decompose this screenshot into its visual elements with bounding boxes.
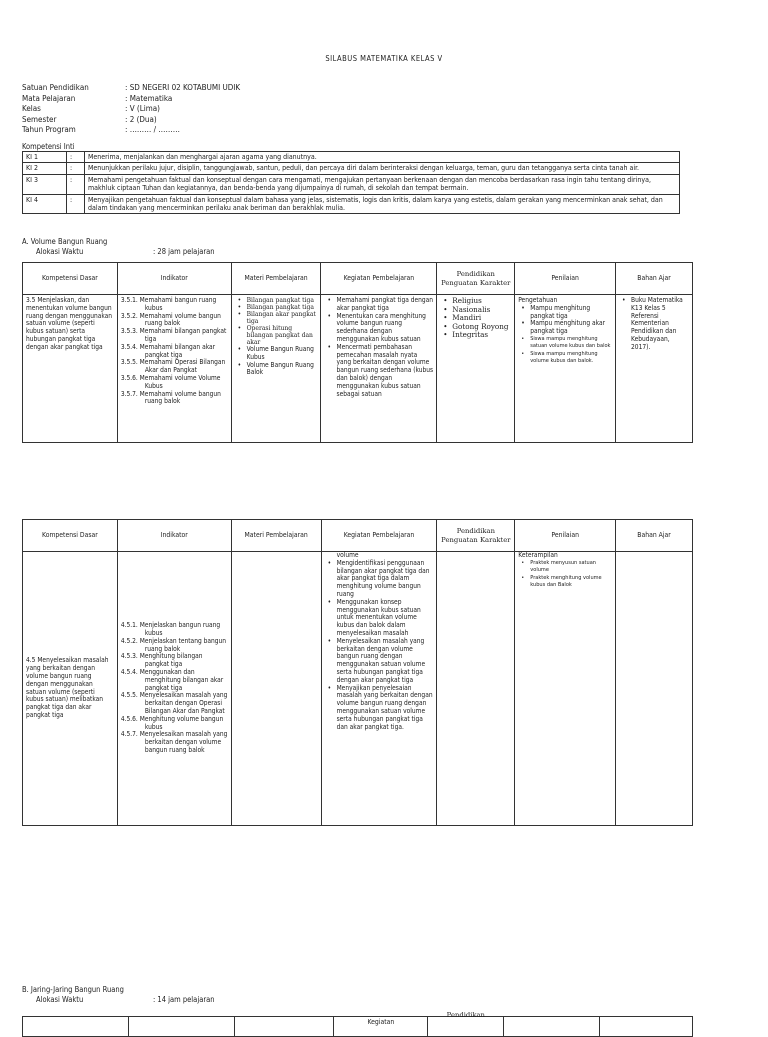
indikator-cell xyxy=(117,552,231,826)
indikator-item: 3.5.6. Memahami volume Volume Kubus xyxy=(120,373,221,390)
materi-item: • Volume Bangun Ruang Kubus xyxy=(247,346,318,362)
header-kd: Kompetensi Dasar xyxy=(23,520,118,552)
section-b-heading xyxy=(22,985,215,1004)
materi-cell xyxy=(231,552,321,826)
header-ppk: Pendidikan Penguatan Karakter xyxy=(437,263,515,295)
kegiatan-cell xyxy=(321,295,437,443)
ppk-item: • Religius xyxy=(452,297,511,306)
info-row xyxy=(22,104,240,115)
kegiatan-item: • Menyajikan penyelesaian masalah yang berkaitan dengan volume bangun ruang dengan menggunakan satuan volume serta hubungan pangkat tiga dan akar pangkat tiga. xyxy=(337,685,434,732)
ppk-cell xyxy=(437,295,515,443)
kegiatan-item: • Mencermati pembahasan pemecahan masalah nyata yang berkaitan dengan volume bangun ruang sederhana (kubus dan balok) dengan menggunakan kubus satuan sebagai satuan xyxy=(336,344,433,399)
penilaian-item: • Praktek menyusun satuan volume xyxy=(530,560,612,575)
ki-code: KI 3 xyxy=(23,174,67,194)
kegiatan-item: • Menyelesaikan masalah yang berkaitan dengan volume bangun ruang dengan menggunakan satuan volume serta hubungan pangkat tiga dengan akar pangkat tiga xyxy=(337,638,434,685)
ki-text: Menunjukkan perilaku jujur, disiplin, tanggungjawab, santun, peduli, dan percaya diri dalam berinteraksi dengan keluarga, teman, guru dan tetangganya serta cinta tanah air. xyxy=(85,163,680,174)
info-label: Mata Pelajaran xyxy=(22,93,76,103)
section-a-heading xyxy=(22,237,215,256)
indikator-item: 4.5.6. Menghitung volume bangun kubus xyxy=(120,714,224,731)
kd-cell xyxy=(23,295,118,443)
indikator-item: 4.5.4. Menggunakan dan menghitung bilangan akar pangkat tiga xyxy=(120,668,224,692)
materi-item: • Bilangan pangkat tiga xyxy=(247,297,318,304)
kegiatan-item: • Menentukan cara menghitung volume bangun ruang sederhana dengan menggunakan kubus satuan xyxy=(336,313,433,344)
syllabus-table-1 xyxy=(22,262,693,443)
header-bahan: Bahan Ajar xyxy=(616,520,693,552)
kegiatan-lead: volume xyxy=(336,551,359,559)
header-materi: Materi Pembelajaran xyxy=(231,263,321,295)
penilaian-cell xyxy=(515,552,616,826)
bahan-cell xyxy=(616,552,693,826)
penilaian-item: • Mampu menghitung akar pangkat tiga xyxy=(530,320,612,336)
alokasi-value: : 14 jam pelajaran xyxy=(153,994,215,1004)
ki-sep: : xyxy=(67,194,85,214)
kegiatan-cell xyxy=(321,552,437,826)
materi-item: • Volume Bangun Ruang Balok xyxy=(247,362,318,378)
indikator-item: 3.5.5. Memahami Operasi Bilangan Akar dan Pangkat xyxy=(120,358,226,375)
info-row xyxy=(22,83,240,94)
penilaian-item: • Siswa mampu menghitung volume kubus dan balok. xyxy=(530,351,612,366)
page-title: SILABUS MATEMATIKA KELAS V xyxy=(325,54,443,63)
ki-code: KI 2 xyxy=(23,163,67,174)
header-kegiatan: Kegiatan Pembelajaran xyxy=(321,520,437,552)
materi-cell xyxy=(231,295,321,443)
ki-row xyxy=(23,174,680,194)
alokasi-value: : 28 jam pelajaran xyxy=(153,246,215,256)
syllabus-table-2 xyxy=(22,519,693,826)
ppk-item: • Nasionalis xyxy=(452,306,511,315)
kd-cell xyxy=(23,552,118,826)
penilaian-item: • Praktek menghitung volume kubus dan Balok xyxy=(530,575,612,590)
indikator-cell xyxy=(117,295,231,443)
header-indikator: Indikator xyxy=(117,263,231,295)
header-penilaian: Penilaian xyxy=(515,263,616,295)
kegiatan-item: • Memahami pangkat tiga dengan akar pangkat tiga xyxy=(336,297,433,313)
header-materi: Materi Pembelajaran xyxy=(231,520,321,552)
identity-block xyxy=(22,83,240,136)
alokasi-label: Alokasi Waktu xyxy=(36,994,84,1004)
ki-text: Menyajikan pengetahuan faktual dan konseptual dalam bahasa yang jelas, sistematis, logis dan kritis, dalam karya yang estetis, dalam gerakan yang mencerminkan anak sehat, dan dalam tindakan yang mencerminkan perilaku anak beriman dan berakhlak mulia. xyxy=(85,194,680,214)
materi-item: • Bilangan pangkat tiga xyxy=(247,304,318,311)
penilaian-cell xyxy=(515,295,616,443)
info-value: : Matematika xyxy=(125,93,173,103)
header-bahan: Bahan Ajar xyxy=(616,263,693,295)
info-row xyxy=(22,125,240,136)
header-ppk: Pendidikan xyxy=(428,1009,504,1029)
ki-code: KI 1 xyxy=(23,152,67,163)
ki-sep: : xyxy=(67,163,85,174)
info-label: Semester xyxy=(22,114,57,124)
kegiatan-item: • Mengidentifikasi penggunaan bilangan akar pangkat tiga dan akar pangkat tiga dalam menghitung volume bangun ruang xyxy=(337,560,434,599)
info-label: Satuan Pendidikan xyxy=(22,83,89,92)
indikator-item: 4.5.1. Menjelaskan bangun ruang kubus xyxy=(120,621,221,638)
indikator-item: 3.5.4. Memahami bilangan akar pangkat tiga xyxy=(120,342,216,359)
indikator-item: 4.5.5. Menyelesaikan masalah yang berkaitan dengan Operasi Bilangan Akar dan Pangkat xyxy=(120,691,228,715)
ki-sep: : xyxy=(67,174,85,194)
materi-item: • Bilangan akar pangkat tiga xyxy=(247,311,318,325)
info-row xyxy=(22,115,240,126)
info-row xyxy=(22,94,240,105)
syllabus-table-3 xyxy=(22,1011,693,1037)
kompetensi-inti-table xyxy=(22,151,680,214)
info-value: : ……… / ……… xyxy=(125,125,180,134)
indikator-item: 4.5.7. Menyelesaikan masalah yang berkaitan dengan volume bangun ruang balok xyxy=(120,730,228,754)
ki-sep: : xyxy=(67,152,85,163)
section-b-title: B. Jaring-Jaring Bangun Ruang xyxy=(22,985,124,994)
section-a-title: A. Volume Bangun Ruang xyxy=(22,237,108,246)
kd-text: 3.5 Menjelaskan, dan menentukan volume bangun ruang dengan menggunakan satuan volume (seperti kubus satuan) serta hubungan pangkat tiga dengan akar pangkat tiga xyxy=(26,296,113,351)
ki-heading: Kompetensi Inti xyxy=(22,142,75,151)
alokasi-label: Alokasi Waktu xyxy=(36,246,84,256)
ppk-cell xyxy=(437,552,515,826)
info-value: : V (Lima) xyxy=(125,104,160,113)
ki-row xyxy=(23,163,680,174)
indikator-item: 4.5.2. Menjelaskan tentang bangun ruang balok xyxy=(120,636,227,653)
penilaian-title: Pengetahuan xyxy=(518,296,558,304)
ppk-item: • Integritas xyxy=(452,331,511,340)
ppk-item: • Mandiri xyxy=(452,314,511,323)
info-label: Tahun Program xyxy=(22,125,76,134)
ki-text: Memahami pengetahuan faktual dan konseptual dengan cara mengamati, mengajukan pertanyaan berkenaan dengan dan mencoba berdasarkan rasa ingin tahu tentang dirinya, makhluk ciptaan Tuhan dan kegiatannya, dan benda-benda yang dijumpainya di rumah, di sekolah dan tempat bermain. xyxy=(85,174,680,194)
bahan-cell xyxy=(616,295,693,443)
materi-item: • Operasi hitung bilangan pangkat dan akar xyxy=(247,325,318,346)
penilaian-item: • Siswa mampu menghitung satuan volume kubus dan balok xyxy=(530,336,612,351)
penilaian-title: Keterampilan xyxy=(518,551,558,559)
ppk-item: • Gotong Royong xyxy=(452,323,511,332)
info-value: : 2 (Dua) xyxy=(125,114,157,124)
kd-text: 4.5 Menyelesaikan masalah yang berkaitan dengan volume bangun ruang dengan menggunakan satuan volume (seperti kubus satuan) melibatkan pangkat tiga dan akar pangkat tiga xyxy=(26,656,109,719)
ki-code: KI 4 xyxy=(23,194,67,214)
penilaian-item: • Mampu menghitung pangkat tiga xyxy=(530,305,612,321)
header-kegiatan: Kegiatan Pembelajaran xyxy=(321,263,437,295)
bahan-item: • Buku Matematika K13 Kelas 5 Referensi Kementerian Pendidikan dan Kebudayaan, 2017). xyxy=(631,297,689,352)
info-value: : SD NEGERI 02 KOTABUMI UDIK xyxy=(125,83,241,92)
header-indikator: Indikator xyxy=(117,520,231,552)
indikator-item: 3.5.7. Memahami volume bangun ruang balok xyxy=(120,389,221,406)
indikator-item: 3.5.1. Memahami bangun ruang kubus xyxy=(120,296,217,312)
header-kegiatan: Kegiatan xyxy=(334,1017,428,1037)
info-label: Kelas xyxy=(22,104,41,113)
indikator-item: 3.5.2. Memahami volume bangun ruang balok xyxy=(120,311,221,328)
header-penilaian: Penilaian xyxy=(515,520,616,552)
ki-row xyxy=(23,194,680,214)
indikator-item: 4.5.3. Menghitung bilangan pangkat tiga xyxy=(120,652,203,669)
ki-text: Menerima, menjalankan dan menghargai ajaran agama yang dianutnya. xyxy=(85,152,680,163)
header-ppk: Pendidikan Penguatan Karakter xyxy=(437,520,515,552)
kegiatan-item: • Menggunakan konsep menggunakan kubus satuan untuk menentukan volume kubus dan balok dalam menyelesaikan masalah xyxy=(337,599,434,638)
header-kd: Kompetensi Dasar xyxy=(23,263,118,295)
indikator-item: 3.5.3. Memahami bilangan pangkat tiga xyxy=(120,327,227,343)
ki-row xyxy=(23,152,680,163)
